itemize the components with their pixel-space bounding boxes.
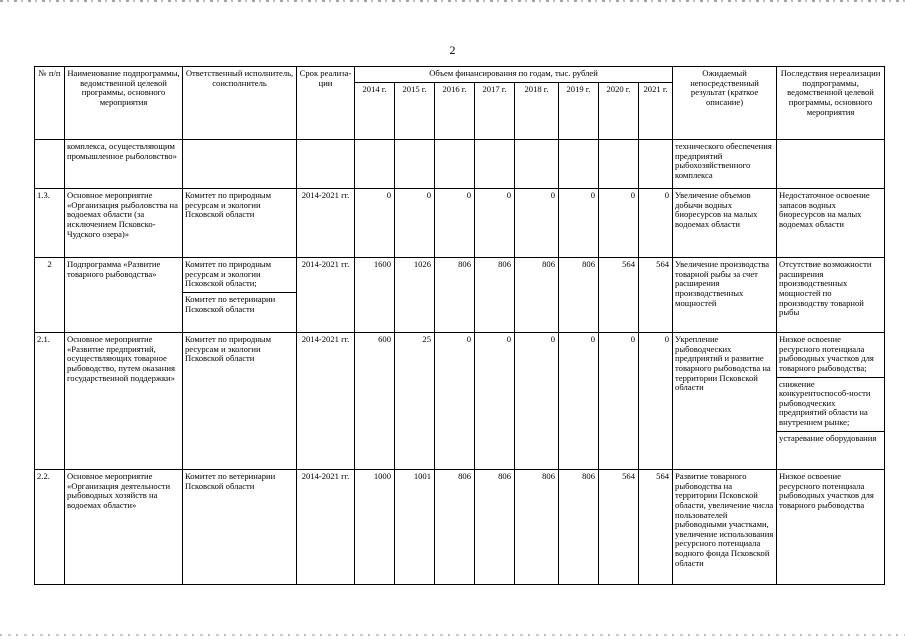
page-number: 2 (449, 43, 456, 57)
row-num: 2.1. (35, 333, 65, 470)
row-value: 25 (395, 333, 435, 470)
row-value: 600 (355, 333, 395, 470)
row-num: 1.3. (35, 189, 65, 258)
row-value: 0 (559, 189, 599, 258)
row-value: 1000 (355, 470, 395, 585)
row-value: 564 (639, 470, 673, 585)
row-consequences: Отсутствие возможности расширения производственных мощностей по производству товарной рыбы (777, 258, 885, 333)
row-value: 0 (435, 189, 475, 258)
row-consequences-extra: снижение конкурентоспособ-ности рыбоводческих предприятий области на внутреннем рынке; (777, 377, 884, 428)
table-row (35, 258, 885, 333)
row-value: 806 (435, 470, 475, 585)
row-value: 806 (435, 258, 475, 333)
row-value: 1026 (395, 258, 435, 333)
row-term: 2014-2021 гг. (297, 258, 355, 333)
row-value: 0 (559, 333, 599, 470)
header-year: 2016 г. (435, 83, 475, 140)
row-value: 1600 (355, 258, 395, 333)
row-consequences: Низкое освоение ресурсного потенциала рыбоводных участков для товарного рыбоводства; (779, 334, 874, 373)
row-value: 0 (355, 189, 395, 258)
row-name: Основное мероприятие «Организация рыболовства на водоемах области (за исключением Псковско-Чудского озера)» (65, 189, 183, 258)
row-value: 0 (599, 333, 639, 470)
row-executor: Комитет по природным ресурсам и экологии Псковской области (183, 189, 297, 258)
row-value: 0 (515, 189, 559, 258)
row-name: Основное мероприятие «Развитие предприятий, осуществляющих товарное рыбоводство, путем оказания государственной поддержки» (65, 333, 183, 470)
row-value: 806 (559, 470, 599, 585)
row-value: 0 (639, 333, 673, 470)
row-executor: Комитет по природным ресурсам и экологии Псковской области; (185, 259, 272, 289)
row-value: 564 (599, 470, 639, 585)
row-num: 2 (35, 258, 65, 333)
scan-artifact-bottom (0, 634, 905, 636)
row-value: 0 (639, 189, 673, 258)
header-result: Ожидаемый непосредственный результат (краткое описание) (673, 67, 777, 140)
header-year: 2020 г. (599, 83, 639, 140)
row-value: 1001 (395, 470, 435, 585)
row-value: 0 (599, 189, 639, 258)
row-term: 2014-2021 гг. (297, 189, 355, 258)
row-value: 564 (599, 258, 639, 333)
row-result: Укрепление рыбоводческих предприятий и развитие товарного рыбоводства на территории Псковской области (673, 333, 777, 470)
header-year: 2014 г. (355, 83, 395, 140)
row-result: Развитие товарного рыбоводства на территории Псковской области, увеличение числа пользователей рыбоводными участками, увеличение использования ресурсного потенциала водного фонда Псковской области (673, 470, 777, 585)
row-consequences-extra: устаревание оборудования (777, 431, 884, 444)
row-consequences: Низкое освоение ресурсного потенциала рыбоводных участков для товарного рыбоводства (777, 470, 885, 585)
header-executor: Ответственный исполнитель, соисполнитель (183, 67, 297, 140)
row-executor-extra: Комитет по ветеринарии Псковской области (183, 292, 296, 314)
table-header-row (35, 67, 885, 83)
row-value: 806 (515, 470, 559, 585)
continuation-name: комплекса, осуществляющим промышленное рыболовство» (65, 140, 183, 189)
row-result: Увеличение производства товарной рыбы за счет расширения производственных мощностей (673, 258, 777, 333)
table-row (35, 333, 885, 470)
row-value: 0 (515, 333, 559, 470)
header-name: Наименование подпрограммы, ведомственной целевой программы, основного мероприятия (65, 67, 183, 140)
row-value: 806 (475, 470, 515, 585)
row-value: 0 (475, 189, 515, 258)
row-value: 0 (475, 333, 515, 470)
header-num: № п/п (35, 67, 65, 140)
scan-artifact-top (0, 0, 905, 2)
row-consequences: Недостаточное освоение запасов водных биоресурсов на малых водоемах области (777, 189, 885, 258)
row-value: 564 (639, 258, 673, 333)
header-consequences: Последствия нереализации подпрограммы, ведомственной целевой программы, основного мероприятия (777, 67, 885, 140)
row-value: 806 (515, 258, 559, 333)
header-year: 2018 г. (515, 83, 559, 140)
row-executor: Комитет по ветеринарии Псковской области (183, 470, 297, 585)
row-name: Подпрограмма «Развитие товарного рыбоводства» (65, 258, 183, 333)
row-name: Основное мероприятие «Организация деятельности рыбоводных хозяйств на водоемах области» (65, 470, 183, 585)
row-executor: Комитет по природным ресурсам и экологии Псковской области (183, 333, 297, 470)
row-value: 806 (559, 258, 599, 333)
header-year: 2019 г. (559, 83, 599, 140)
table-row-continuation (35, 140, 885, 189)
row-executor-cell (183, 258, 297, 333)
row-result: Увеличение объемов добычи водных биоресурсов на малых водоемах области (673, 189, 777, 258)
continuation-result: технического обеспечения предприятий рыбохозяйственного комплекса (673, 140, 777, 189)
row-num: 2.2. (35, 470, 65, 585)
row-term: 2014-2021 гг. (297, 333, 355, 470)
table-row (35, 189, 885, 258)
header-year: 2015 г. (395, 83, 435, 140)
row-term: 2014-2021 гг. (297, 470, 355, 585)
row-value: 0 (395, 189, 435, 258)
header-funding: Объем финансирования по годам, тыс. рублей (355, 67, 673, 83)
program-table (34, 66, 885, 585)
row-value: 806 (475, 258, 515, 333)
row-consequences-cell (777, 333, 885, 470)
row-value: 0 (435, 333, 475, 470)
header-term: Срок реализа-ции (297, 67, 355, 140)
header-year: 2017 г. (475, 83, 515, 140)
table-row (35, 470, 885, 585)
header-year: 2021 г. (639, 83, 673, 140)
